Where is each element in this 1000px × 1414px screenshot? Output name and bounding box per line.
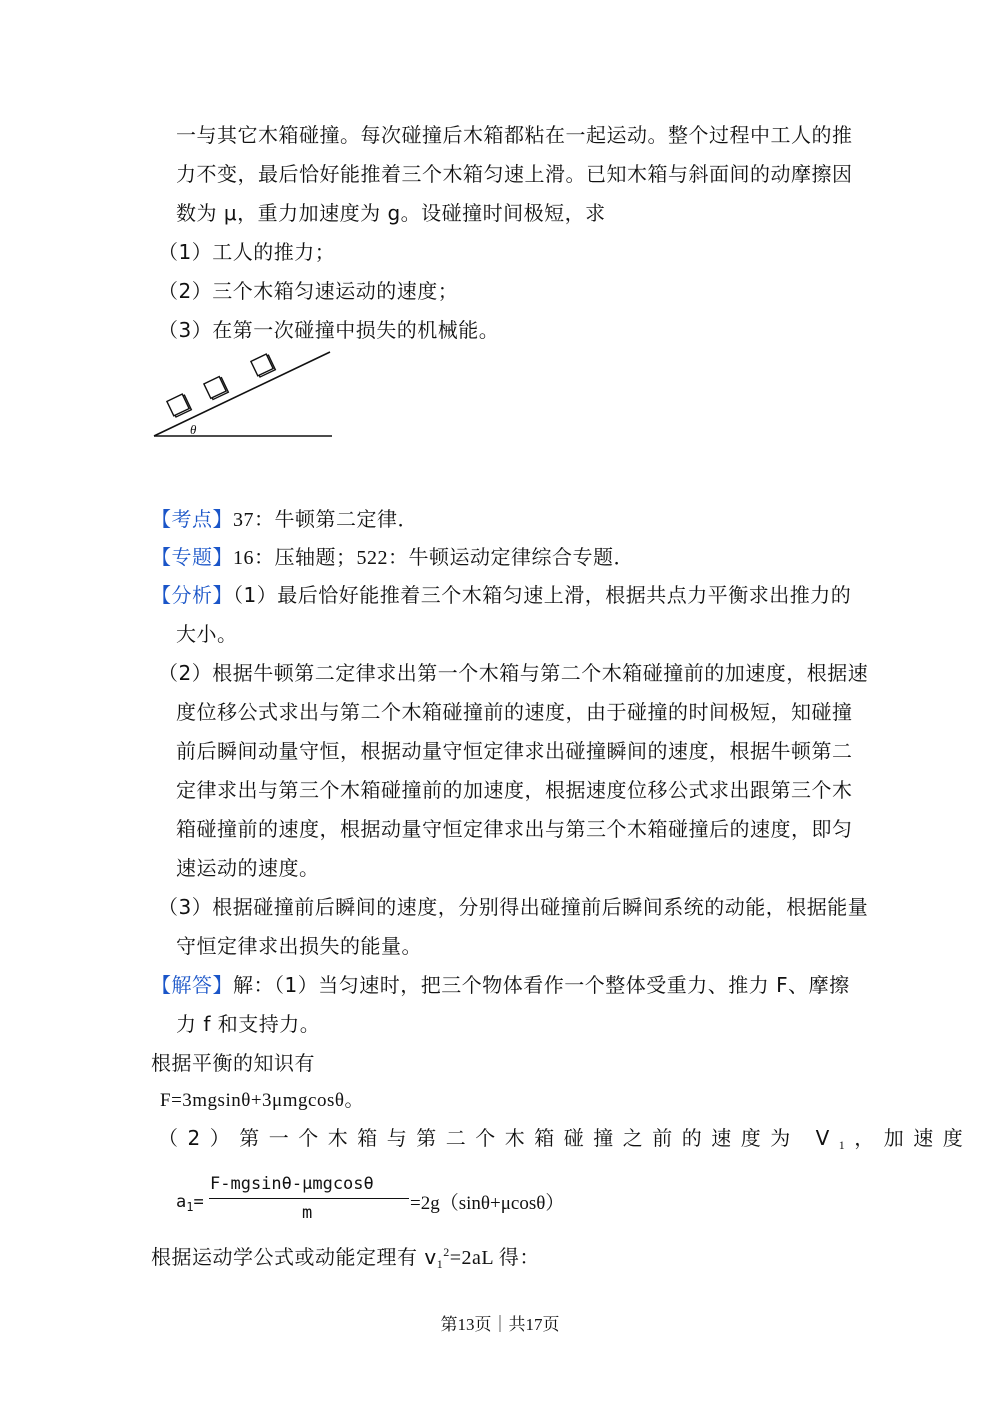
fenxi-p1a: （1）最后恰好能推着三个木箱匀速上滑，根据共点力平衡求出推力的 (233, 583, 852, 607)
problem-line-1: 一与其它木箱碰撞。每次碰撞后木箱都粘在一起运动。整个过程中工人的推 (176, 123, 853, 147)
a-symbol: $a_1=$ (176, 1192, 204, 1214)
formula-acceleration (176, 1172, 596, 1232)
jieda-l7-text: 根据运动学公式或动能定理有 v (151, 1245, 437, 1269)
question-1: （1）工人的推力； (158, 240, 336, 264)
zhuanti-section (151, 543, 634, 572)
box-1 (167, 393, 191, 417)
jieda-l5-text: （2）第一个木箱与第二个木箱碰撞之前的速度为 V (158, 1126, 839, 1150)
zhuanti-text: 16：压轴题；522：牛顿运动定律综合专题． (233, 547, 634, 569)
page-footer: 第13页｜共17页 (440, 1315, 560, 1334)
theta-label: θ (190, 422, 197, 437)
kaodian-tag: 【考点】 (151, 507, 233, 531)
question-2: （2）三个木箱匀速运动的速度； (158, 279, 459, 303)
fraction-result: =2g（sinθ+μcosθ） (410, 1193, 565, 1214)
jieda-l2: 力 f 和支持力。 (176, 1012, 321, 1036)
jieda-section (151, 971, 850, 999)
box-2 (204, 376, 228, 400)
zhuanti-tag: 【专题】 (151, 545, 233, 569)
fenxi-p2d: 定律求出与第三个木箱碰撞前的加速度，根据速度位移公式求出跟第三个木 (176, 778, 853, 802)
fenxi-p2e: 箱碰撞前的速度，根据动量守恒定律求出与第三个木箱碰撞后的速度，即匀 (176, 817, 853, 841)
question-3: （3）在第一次碰撞中损失的机械能。 (158, 318, 500, 342)
jieda-l3: 根据平衡的知识有 (151, 1051, 315, 1075)
fenxi-tag: 【分析】 (151, 583, 233, 607)
v1-subscript-2: 1 (436, 1257, 444, 1271)
box-3 (251, 353, 275, 377)
problem-line-3: 数为 μ，重力加速度为 g。设碰撞时间极短，求 (176, 201, 606, 225)
fraction-numerator: F-mgsinθ-μmgcosθ (210, 1174, 374, 1194)
fenxi-p1b: 大小。 (176, 622, 238, 646)
incline-figure (150, 348, 340, 443)
fenxi-p2c: 前后瞬间动量守恒，根据动量守恒定律求出碰撞瞬间的速度，根据牛顿第二 (176, 739, 853, 763)
fenxi-section (151, 581, 851, 609)
fenxi-p3a: （3）根据碰撞前后瞬间的速度，分别得出碰撞前后瞬间系统的动能，根据能量 (158, 895, 869, 919)
fenxi-p2f: 速运动的速度。 (176, 856, 320, 880)
kaodian-text: 37：牛顿第二定律． (233, 509, 418, 531)
jieda-l5-tail: ，加速度 (854, 1126, 973, 1150)
fenxi-p3b: 守恒定律求出损失的能量。 (176, 934, 422, 958)
fenxi-p2b: 度位移公式求出与第二个木箱碰撞前的速度，由于碰撞的时间极短，知碰撞 (176, 700, 853, 724)
problem-line-2: 力不变，最后恰好能推着三个木箱匀速上滑。已知木箱与斜面间的动摩擦因 (176, 162, 853, 186)
jieda-l1: 解：（1）当匀速时，把三个物体看作一个整体受重力、推力 F、摩擦 (233, 973, 850, 997)
jieda-l5 (158, 1124, 972, 1159)
jieda-l7 (151, 1238, 540, 1278)
kaodian-section (151, 505, 418, 534)
fraction-denominator: m (302, 1203, 313, 1223)
fenxi-p2a: （2）根据牛顿第二定律求出第一个木箱与第二个木箱碰撞前的加速度，根据速 (158, 661, 869, 685)
v1-superscript: 2 (443, 1245, 450, 1259)
jieda-l7-tail: =2aL 得： (449, 1247, 540, 1269)
formula-force: F=3mgsinθ+3μmgcosθ。 (160, 1090, 364, 1111)
jieda-tag: 【解答】 (151, 973, 233, 997)
fraction-bar (209, 1198, 409, 1199)
v1-subscript: 1 (838, 1138, 855, 1152)
